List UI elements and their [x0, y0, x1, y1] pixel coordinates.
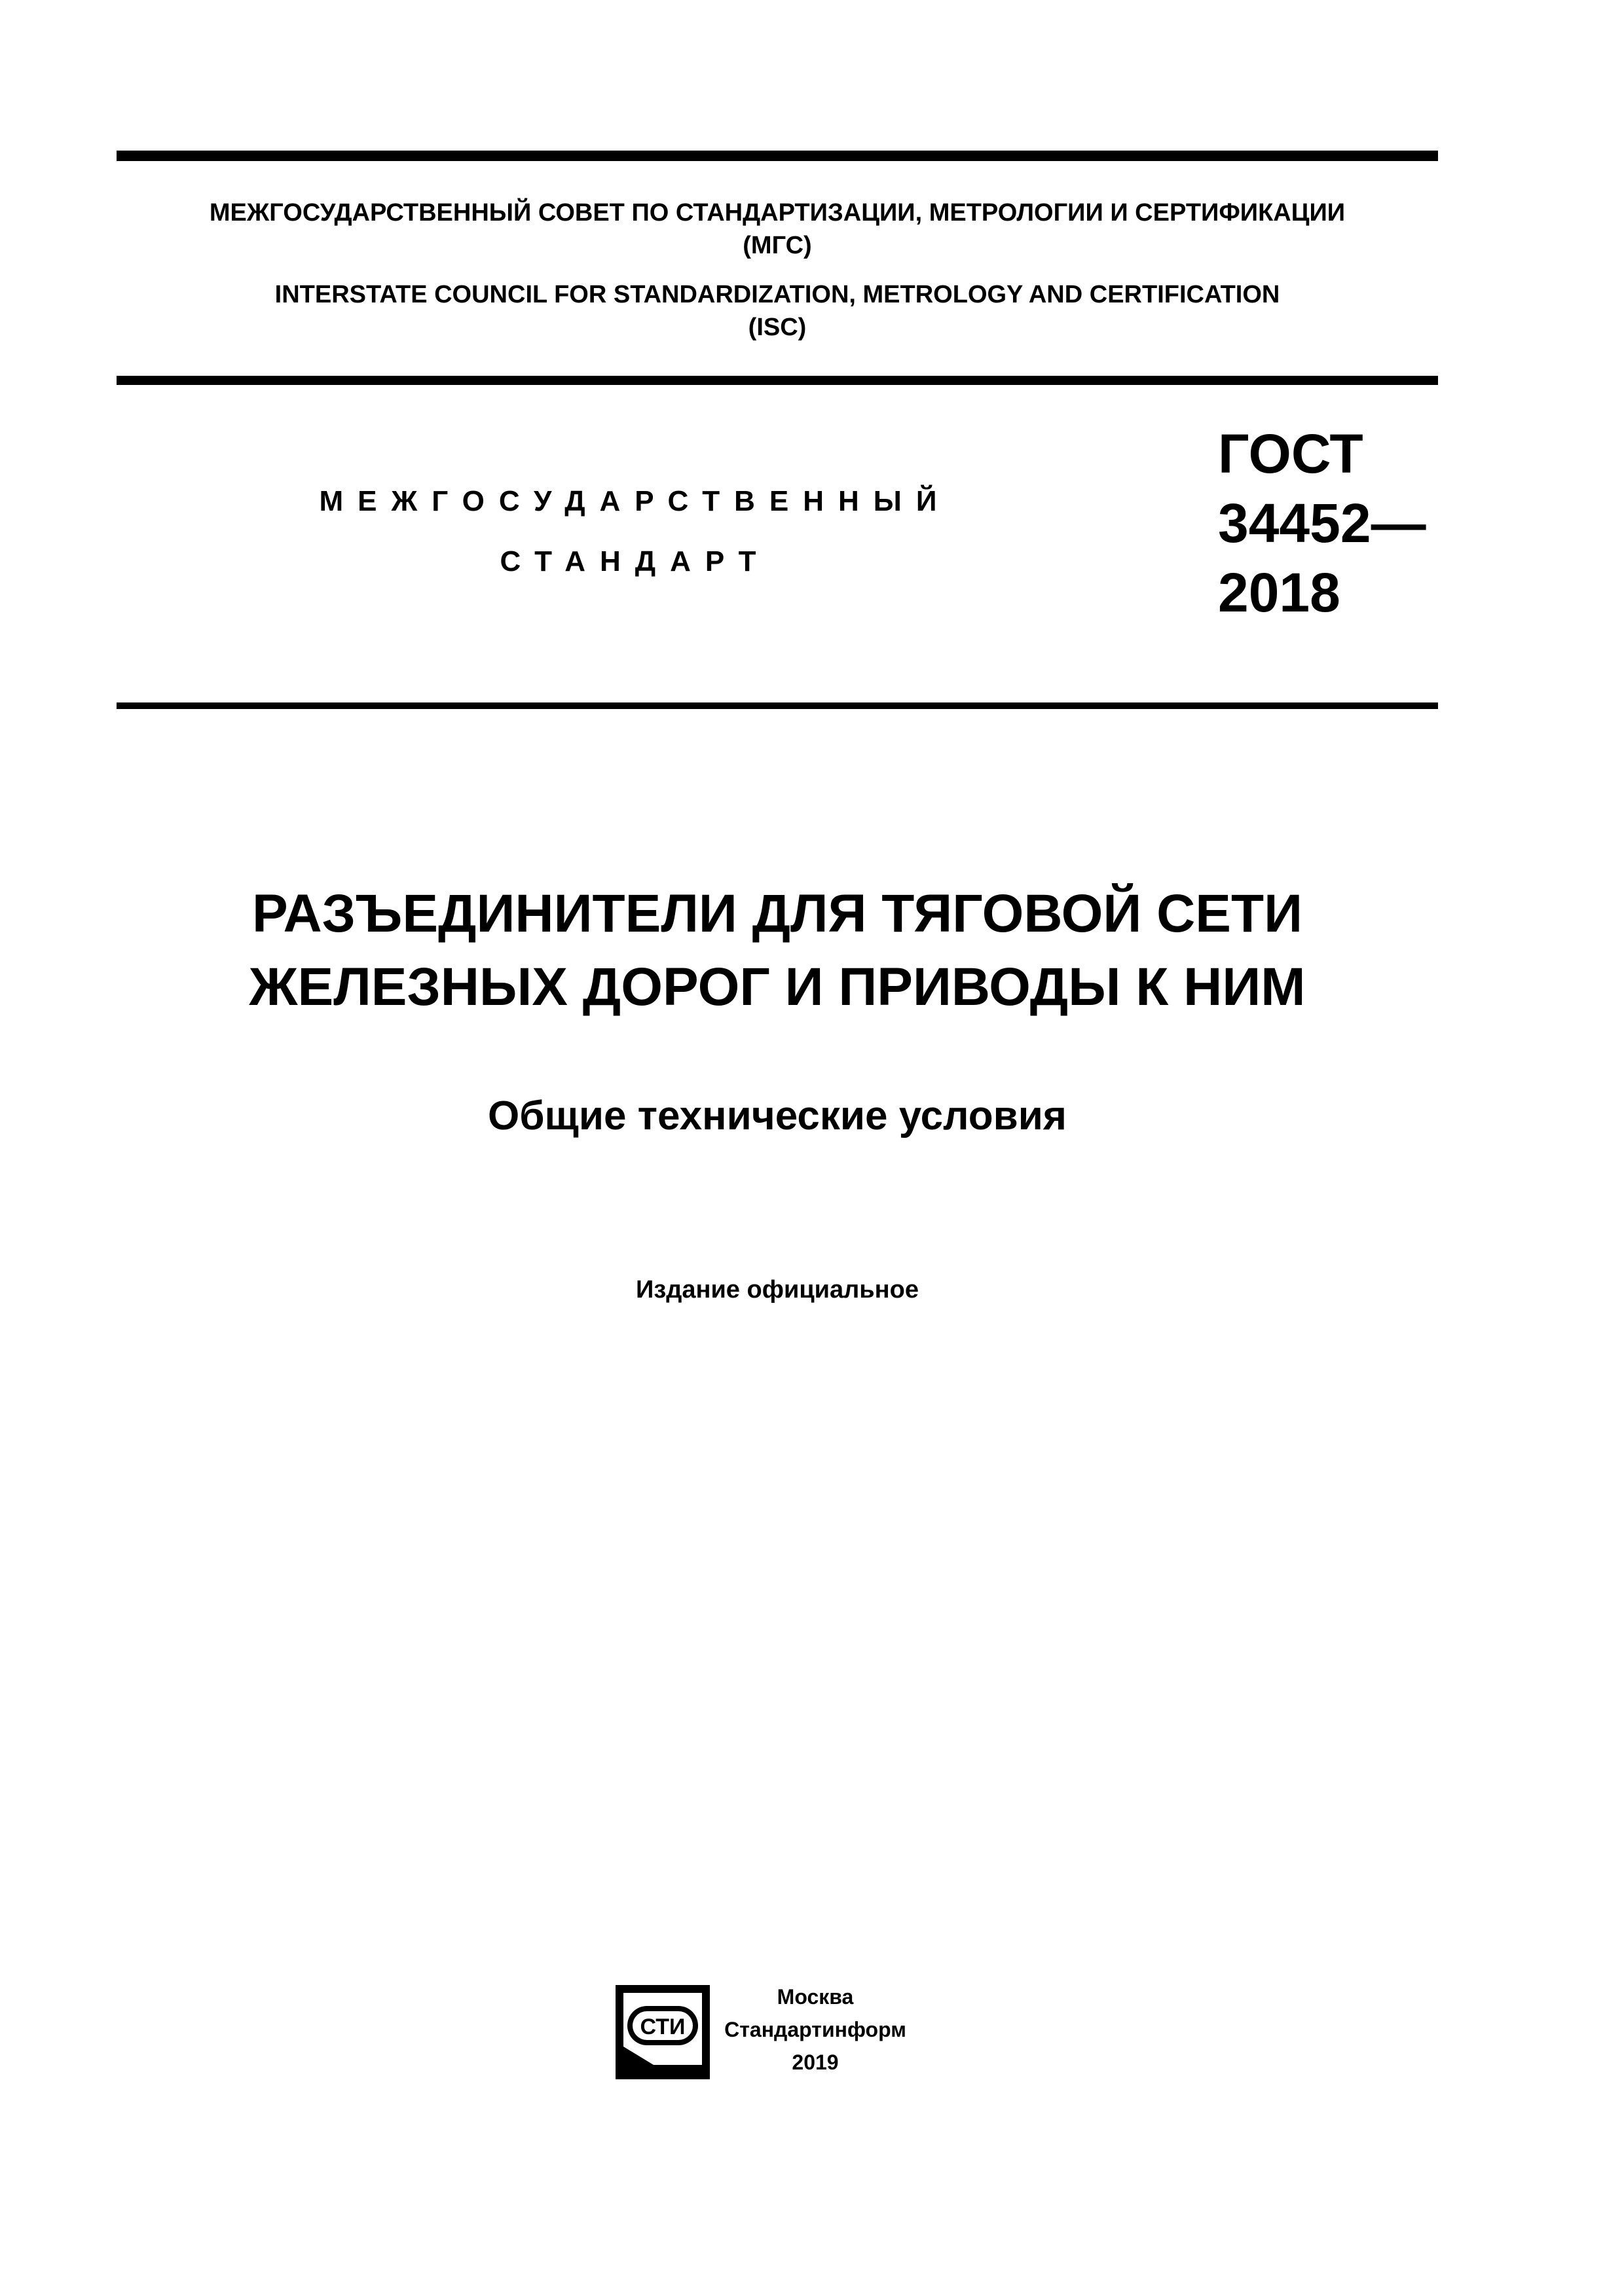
title-line2: ЖЕЛЕЗНЫХ ДОРОГ И ПРИВОДЫ К НИМ	[249, 957, 1306, 1017]
top-rule	[117, 151, 1438, 161]
designation-number: 34452—	[1218, 492, 1426, 554]
standard-type	[275, 471, 995, 592]
second-rule	[117, 376, 1438, 385]
publisher-name: Стандартинформ	[724, 2018, 906, 2041]
standard-type-line2: СТАНДАРТ	[500, 545, 771, 577]
title-line1: РАЗЪЕДИНИТЕЛИ ДЛЯ ТЯГОВОЙ СЕТИ	[251, 884, 1303, 943]
standard-designation	[1218, 419, 1426, 627]
designation-prefix: ГОСТ	[1218, 423, 1363, 484]
publisher-imprint	[714, 1980, 917, 2079]
logo-letters: СТИ	[640, 2014, 686, 2039]
document-subtitle: Общие технические условия	[488, 1093, 1067, 1139]
third-rule	[117, 702, 1438, 709]
publisher-city: Москва	[777, 1985, 854, 2009]
council-name-ru	[117, 196, 1438, 262]
standartinform-logo-icon	[614, 1984, 711, 2081]
council-ru-line1: МЕЖГОСУДАРСТВЕННЫЙ СОВЕТ ПО СТАНДАРТИЗАЦИИ, МЕТРОЛОГИИ И СЕРТИФИКАЦИИ	[209, 199, 1346, 227]
council-en-abbrev: (ISC)	[748, 314, 807, 341]
publisher-year: 2019	[792, 2050, 839, 2074]
council-en-line1: INTERSTATE COUNCIL FOR STANDARDIZATION, METROLOGY AND CERTIFICATION	[274, 281, 1280, 308]
council-ru-abbrev: (МГС)	[743, 232, 812, 259]
standard-type-line1: МЕЖГОСУДАРСТВЕННЫЙ	[319, 485, 951, 517]
document-title	[117, 877, 1438, 1024]
edition-note: Издание официальное	[636, 1276, 919, 1303]
designation-year: 2018	[1218, 562, 1340, 623]
council-name-en	[117, 278, 1438, 344]
